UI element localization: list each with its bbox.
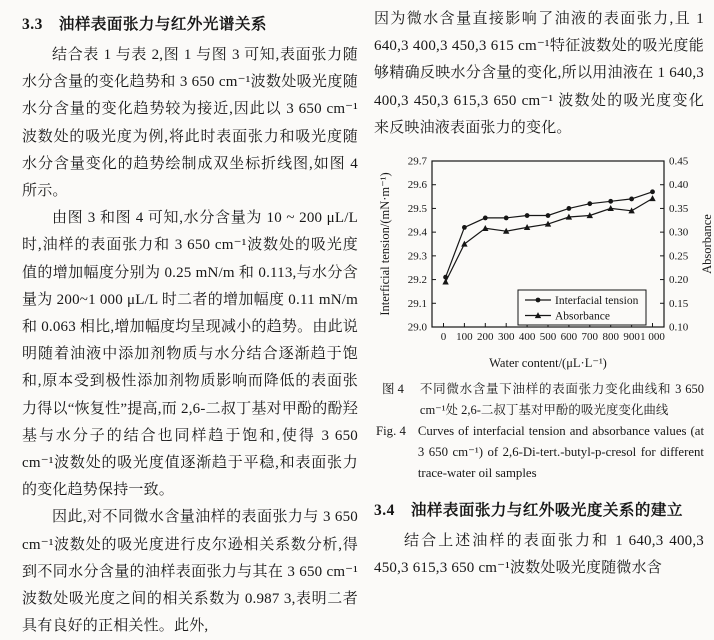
left-column xyxy=(22,6,358,640)
svg-text:Interficial tension/(mN·m⁻¹): Interficial tension/(mN·m⁻¹) xyxy=(378,172,392,316)
right-paragraph-top: 因为微水含量直接影响了油液的表面张力,且 1 640,3 400,3 450,3 615 cm⁻¹特征波数处的吸光度能够精确反映水分含量的变化,所以用油液在 1 640,3 400,3 450,3 615,3 650 cm⁻¹ 波数处的吸光度变化来反映油液表面张力的变化。 xyxy=(374,11,704,136)
svg-text:200: 200 xyxy=(477,331,494,344)
figure-4-caption-en-label: Fig. 4 xyxy=(376,424,406,439)
svg-text:Absorbance: Absorbance xyxy=(700,214,714,274)
figure-4-caption-en-text: Curves of interfacial tension and absorbance values (at 3 650 cm⁻¹) of 2,6-Di-tert.-butyl-p-cresol for different trace-water oil samples xyxy=(417,424,704,481)
svg-text:500: 500 xyxy=(539,331,557,344)
svg-text:0.25: 0.25 xyxy=(669,250,689,263)
section-3-3-heading: 3.3 油样表面张力与红外光谱关系 xyxy=(22,16,267,33)
svg-text:600: 600 xyxy=(560,331,578,344)
svg-text:900: 900 xyxy=(623,331,640,344)
svg-text:400: 400 xyxy=(518,331,536,344)
svg-text:Interfacial tension: Interfacial tension xyxy=(555,294,639,307)
svg-text:Absorbance: Absorbance xyxy=(555,310,610,323)
left-paragraph-1: 结合表 1 与表 2,图 1 与图 3 可知,表面张力随水分含量的变化趋势和 3 650 cm⁻¹波数处吸光度随水分含量的变化趋势较为接近,因此以 3 650 cm⁻¹波数处的吸光度为例,将此时表面张力和吸光度随水分含量变化的趋势绘制成双坐标折线图,如图 4 所示。 xyxy=(22,47,358,200)
svg-text:29.7: 29.7 xyxy=(407,155,427,168)
figure-4-caption-en xyxy=(376,421,704,484)
svg-text:29.2: 29.2 xyxy=(407,274,427,287)
section-3-4-heading: 3.4 油样表面张力与红外吸光度关系的建立 xyxy=(374,502,683,520)
svg-text:29.5: 29.5 xyxy=(407,202,427,215)
left-paragraph-2: 由图 3 和图 4 可知,水分含量为 10 ~ 200 μL/L 时,油样的表面张力和 3 650 cm⁻¹波数处的吸光度值的增加幅度分别为 0.25 mN/m 和 0.113,与水分含量为 200~1 000 μL/L 时二者的增加幅度 0.11 mN/m 和 0.063 相比,增加幅度均呈现减小的趋势。由此说明随着油液中添加剂物质与水分结合逐渐趋于饱和,原本受到极性添加剂物质影响而降低的表面张力得以“恢复性”提高,而 2,6-二叔丁基对甲酚的酚羟基与水分子的结合也同样趋于饱和,使得 3 650 cm⁻¹波数处的吸光度值逐渐趋于平稳,和表面张力的变化趋势保持一致。 xyxy=(22,210,358,499)
right-column xyxy=(374,6,714,640)
svg-text:0.40: 0.40 xyxy=(669,179,689,192)
left-paragraph-3: 因此,对不同微水含量油样的表面张力与 3 650 cm⁻¹波数处的吸光度进行皮尔逊相关系数分析,得到不同水分含量的油样表面张力与其在 3 650 cm⁻¹ 波数处吸光度之间的相关系数为 0.987 3,表明二者具有良好的正相关性。此外, xyxy=(22,509,358,635)
svg-text:0.10: 0.10 xyxy=(669,321,689,334)
svg-text:0.15: 0.15 xyxy=(669,297,689,310)
svg-text:29.1: 29.1 xyxy=(407,297,427,310)
svg-text:700: 700 xyxy=(581,331,599,344)
svg-text:29.6: 29.6 xyxy=(407,179,427,192)
svg-text:100: 100 xyxy=(456,331,473,344)
svg-text:Water content/(μL·L⁻¹): Water content/(μL·L⁻¹) xyxy=(489,356,607,371)
svg-text:29.4: 29.4 xyxy=(407,226,427,239)
svg-text:0.30: 0.30 xyxy=(669,226,689,239)
svg-text:1 000: 1 000 xyxy=(640,331,665,344)
svg-text:0: 0 xyxy=(440,331,447,344)
right-paragraph-bottom: 结合上述油样的表面张力和 1 640,3 400,3 450,3 615,3 650 cm⁻¹波数处吸光度随微水含 xyxy=(374,533,704,577)
figure-4-caption-zh xyxy=(382,379,704,421)
svg-text:0.20: 0.20 xyxy=(669,274,689,287)
figure-4-caption-zh-text: 不同微水含量下油样的表面张力变化曲线和 3 650 cm⁻¹处 2,6-二叔丁基对甲酚的吸光度变化曲线 xyxy=(419,382,704,418)
figure-4-caption-zh-label: 图 4 xyxy=(382,382,404,397)
svg-text:29.0: 29.0 xyxy=(407,321,427,334)
figure-4 xyxy=(374,152,714,484)
figure-4-plot xyxy=(376,152,714,372)
svg-text:0.45: 0.45 xyxy=(669,155,689,168)
figure-4-chart xyxy=(376,152,714,377)
svg-text:800: 800 xyxy=(602,331,619,344)
svg-text:29.3: 29.3 xyxy=(407,250,427,263)
svg-text:0.35: 0.35 xyxy=(669,202,689,215)
svg-text:300: 300 xyxy=(497,331,515,344)
